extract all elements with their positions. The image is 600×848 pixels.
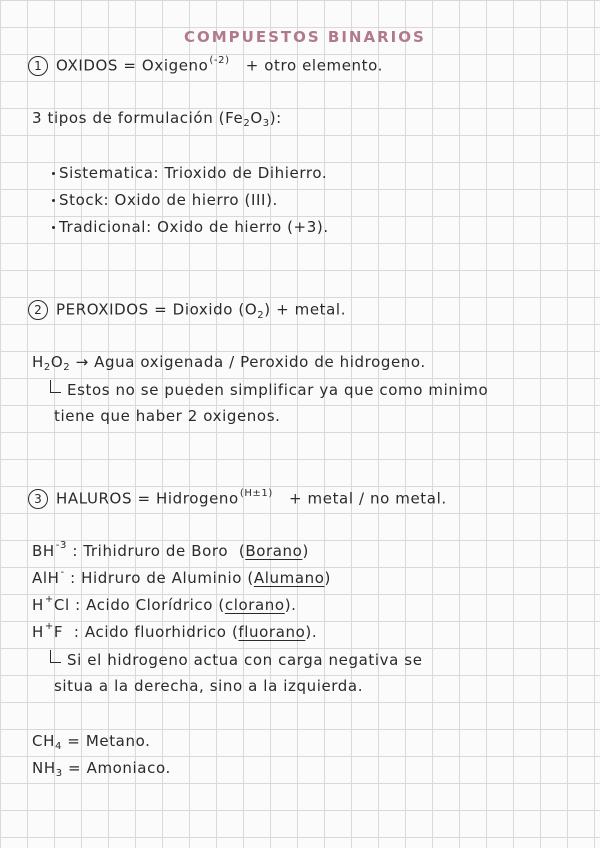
ammonia-line — [32, 759, 171, 779]
list-item — [52, 220, 329, 235]
haluro-description: : Acido fluorhidrico — [73, 623, 227, 641]
haluros-charge: (H±1) — [239, 487, 273, 499]
ch4-name: = Metano. — [67, 732, 151, 750]
page-title: COMPUESTOS BINARIOS — [184, 28, 426, 46]
nh3-sub: 3 — [55, 768, 63, 779]
peroxide-note — [50, 382, 488, 398]
formulation-sistematica: Sistematica: Trioxido de Dihierro. — [59, 164, 328, 182]
haluro-row — [32, 540, 309, 560]
peroxide-note-line-1: Estos no se pueden simplificar ya que como minimo — [67, 381, 489, 399]
haluro-row — [32, 621, 318, 641]
haluro-formula: H — [32, 623, 44, 641]
haluros-tail: + metal / no metal. — [289, 489, 447, 508]
paren-close: ). — [305, 623, 318, 641]
haluro-name: Alumano — [253, 569, 325, 587]
section-number-3: 3 — [28, 489, 48, 509]
nh3-formula: NH — [32, 759, 56, 777]
methane-line — [32, 732, 151, 752]
oxidos-charge: (-2) — [209, 54, 230, 66]
haluro-description: : Hidruro de Aluminio — [70, 569, 243, 587]
formulation-intro — [32, 109, 282, 129]
intro-sub-1: 2 — [243, 118, 251, 129]
haluro-formula: BH — [32, 542, 55, 560]
haluros-note-line-1: Si el hidrogeno actua con carga negativa se — [67, 651, 423, 669]
haluros-note-line-2: situa a la derecha, sino a la izquierda. — [54, 677, 364, 695]
paren-close: ). — [284, 596, 297, 614]
hook-arrow-icon — [50, 380, 61, 393]
peroxidos-heading-a: PEROXIDOS = Dioxido (O — [56, 300, 258, 319]
section-number-2: 2 — [28, 300, 48, 320]
haluro-name: fluorano — [238, 623, 306, 641]
haluro-description: : Trihidruro de Boro — [72, 542, 229, 560]
formula-description: → Agua oxigenada / Peroxido de hidrogeno. — [75, 353, 426, 371]
haluro-charge: + — [44, 621, 54, 632]
bullet-icon — [52, 172, 55, 175]
haluro-charge: - — [60, 567, 65, 578]
list-item — [52, 193, 278, 208]
section-haluros — [28, 489, 447, 509]
paren-open: ( — [231, 623, 239, 641]
peroxidos-heading-b: ) + metal. — [264, 300, 347, 319]
hook-arrow-icon — [50, 650, 61, 663]
haluros-heading: HALUROS = Hidrogeno — [56, 489, 239, 508]
intro-sub-2: 3 — [262, 118, 270, 129]
peroxidos-heading-sub: 2 — [257, 309, 265, 321]
paren-close: ) — [302, 542, 309, 560]
haluro-name: Borano — [245, 542, 303, 560]
formula-sub-2: 2 — [63, 362, 71, 373]
haluro-description: : Acido Clorídrico — [75, 596, 214, 614]
haluro-formula: H — [32, 596, 44, 614]
formula-sub-1: 2 — [43, 362, 51, 373]
section-oxidos — [28, 56, 383, 76]
section-peroxidos — [28, 300, 346, 320]
nh3-name: = Amoniaco. — [68, 759, 171, 777]
peroxide-formula-line — [32, 353, 426, 373]
paren-open: ( — [238, 542, 246, 560]
haluro-formula-tail: Cl — [53, 596, 70, 614]
section-number-1: 1 — [28, 56, 48, 76]
haluro-formula-tail: F — [53, 623, 64, 641]
oxidos-heading: OXIDOS = Oxigeno — [56, 56, 209, 75]
formulation-stock: Stock: Oxido de hierro (III). — [59, 191, 278, 209]
paren-close: ) — [324, 569, 331, 587]
intro-text-c: ): — [269, 109, 282, 127]
list-item — [52, 166, 327, 181]
haluro-row — [32, 594, 297, 614]
haluro-row — [32, 567, 331, 587]
formula-h: H — [32, 353, 44, 371]
haluro-charge: -3 — [55, 540, 67, 551]
formulation-tradicional: Tradicional: Oxido de hierro (+3). — [59, 218, 329, 236]
haluros-note — [50, 652, 423, 668]
haluro-name: clorano — [224, 596, 285, 614]
oxidos-tail: + otro elemento. — [245, 56, 384, 75]
paren-open: ( — [247, 569, 254, 587]
ch4-sub: 4 — [54, 741, 62, 752]
ch4-formula: CH — [32, 732, 55, 750]
haluro-formula: AlH — [32, 569, 60, 587]
bullet-icon — [52, 199, 55, 202]
haluro-charge: + — [44, 594, 54, 605]
paren-open: ( — [218, 596, 225, 614]
bullet-icon — [52, 226, 55, 229]
intro-text-b: O — [250, 109, 263, 127]
formula-o: O — [50, 353, 64, 371]
intro-text-a: 3 tipos de formulación (Fe — [32, 109, 244, 127]
peroxide-note-line-2: tiene que haber 2 oxigenos. — [54, 407, 281, 425]
